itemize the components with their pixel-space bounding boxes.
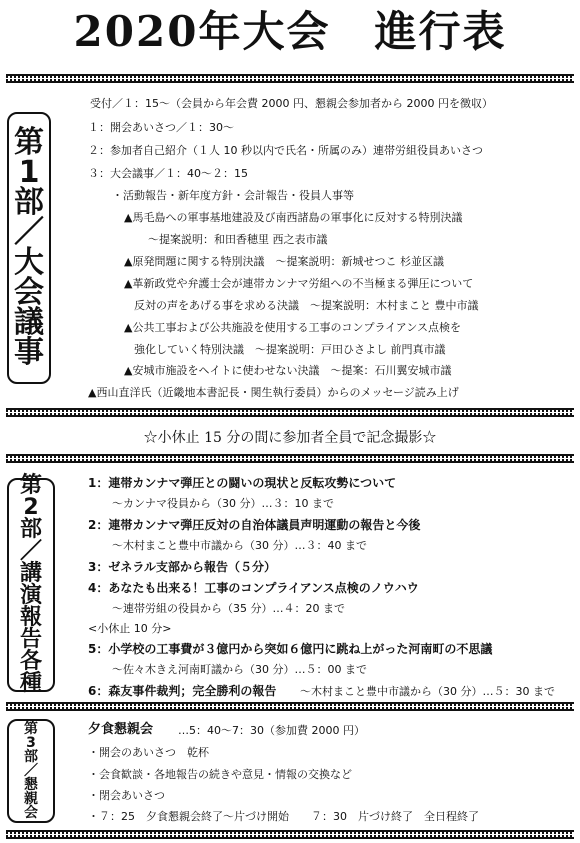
side-char: 議 <box>14 305 44 340</box>
part1-line: ▲公共工事および公共施設を使用する工事のコンプライアンス点検を <box>124 321 462 334</box>
side-char: 会 <box>14 275 44 310</box>
side-char: 部 <box>19 517 42 542</box>
page-title: 2020年大会 進行表 <box>73 7 507 56</box>
break-notice: ☆小休止 15 分の間に参加者全員で記念撮影☆ <box>143 430 437 446</box>
side-char: 第 <box>14 125 44 160</box>
side-char: 告 <box>19 627 42 652</box>
side-char: 事 <box>14 335 44 370</box>
side-char: 2 <box>23 495 39 520</box>
part3-line: ・開会のあいさつ 乾杯 <box>88 746 209 759</box>
side-char: 大 <box>14 245 44 280</box>
part2-item-title: 4：あなたも出来る！工事のコンプライアンス点検のノウハウ <box>88 581 419 595</box>
divider <box>6 830 574 839</box>
side-char: ／ <box>19 539 42 564</box>
side-char: 親 <box>24 791 38 807</box>
side-char: 3 <box>26 735 36 751</box>
side-char: 報 <box>19 605 42 630</box>
side-char: 各 <box>19 649 42 674</box>
part2-item-note: ～佐々木きえ河南町議から（30 分）…５：00 まで <box>112 663 367 676</box>
divider <box>6 408 574 417</box>
part3-side-label <box>7 719 55 823</box>
part2-item-title: 6：森友事件裁判；完全勝利の報告 <box>88 684 277 698</box>
part1-line: ・活動報告・新年度方針・会計報告・役員人事等 <box>112 189 354 202</box>
part2-item-note: ～連帯労組の役員から（35 分）…４：20 まで <box>112 602 345 615</box>
part1-line: 強化していく特別決議 ～提案説明：戸田ひさよし 前門真市議 <box>134 343 446 356</box>
divider <box>6 702 574 711</box>
part2-item-note: ～木村まこと豊中市議から（30 分）…３：40 まで <box>112 539 367 552</box>
side-char: 懇 <box>24 777 38 793</box>
part1-line: ３：大会議事／１：40～２：15 <box>88 167 248 180</box>
part1-line: ▲馬毛島への軍事基地建設及び南西諸島の軍事化に反対する特別決議 <box>124 211 463 224</box>
side-char: 第 <box>19 473 42 498</box>
part1-line: 反対の声をあげる事を求める決議 ～提案説明：木村まこと 豊中市議 <box>134 299 479 312</box>
side-char: 講 <box>19 561 42 586</box>
part1-line: ▲西山直洋氏（近畿地本書記長・関生執行委員）からのメッセージ読み上げ <box>88 386 459 399</box>
part3-heading-note: …5：40～7：30（参加費 2000 円） <box>178 724 365 737</box>
part3-line: ・７：25 夕食懇親会終了～片づけ開始 ７：30 片づけ終了 全日程終了 <box>88 810 479 823</box>
side-char: 部 <box>14 185 44 220</box>
part2-item-title: 5：小学校の工事費が３億円から突如６億円に跳ね上がった河南町の不思議 <box>88 642 493 656</box>
side-char: 演 <box>19 583 42 608</box>
part2-item-note: ～木村まこと豊中市議から（30 分）…５：30 まで <box>300 685 555 698</box>
divider <box>6 74 574 83</box>
part2-item-title: 1：連帯カンナマ弾圧との闘いの現状と反転攻勢について <box>88 476 397 490</box>
part1-line: ▲原発問題に関する特別決議 ～提案説明：新城せつこ 杉並区議 <box>124 255 444 268</box>
side-char: ／ <box>24 763 38 779</box>
part1-line: １：開会あいさつ／１：30～ <box>88 121 234 134</box>
side-char: 1 <box>18 155 40 190</box>
part3-line: ・閉会あいさつ <box>88 789 165 802</box>
part2-side-label <box>7 473 55 696</box>
part3-line: ・会食歓談・各地報告の続きや意見・情報の交換など <box>88 768 352 781</box>
side-char: 第 <box>24 721 38 737</box>
side-char: ／ <box>14 215 44 250</box>
part3-heading: 夕食懇親会 <box>88 722 154 737</box>
part2-item-title: 3：ゼネラル支部から報告（５分） <box>88 560 276 574</box>
divider <box>6 454 574 463</box>
side-char: 種 <box>19 671 42 696</box>
part2-item-title: 2：連帯カンナマ弾圧反対の自治体議員声明運動の報告と今後 <box>88 518 421 532</box>
side-char: 部 <box>24 749 38 765</box>
side-char: 会 <box>24 805 38 821</box>
part1-line: ▲革新政党や弁護士会が連帯カンナマ労組への不当極まる弾圧について <box>124 277 474 290</box>
part1-line: ▲安城市施設をヘイトに使わせない決議 ～提案：石川翼安城市議 <box>124 364 452 377</box>
part1-line: 受付／１：15～（会員から年会費 2000 円、懇親会参加者から 2000 円を徴収） <box>90 97 493 110</box>
part1-side-label <box>7 112 51 384</box>
part1-line: ～提案説明：和田香穂里 西之表市議 <box>148 233 328 246</box>
part2-item-note: ～カンナマ役員から（30 分）…３：10 まで <box>112 497 334 510</box>
part1-line: ２：参加者自己紹介（１人 10 秒以内で氏名・所属のみ）連帯労組役員あいさつ <box>88 144 483 157</box>
part2-break: <小休止 10 分> <box>88 622 172 635</box>
